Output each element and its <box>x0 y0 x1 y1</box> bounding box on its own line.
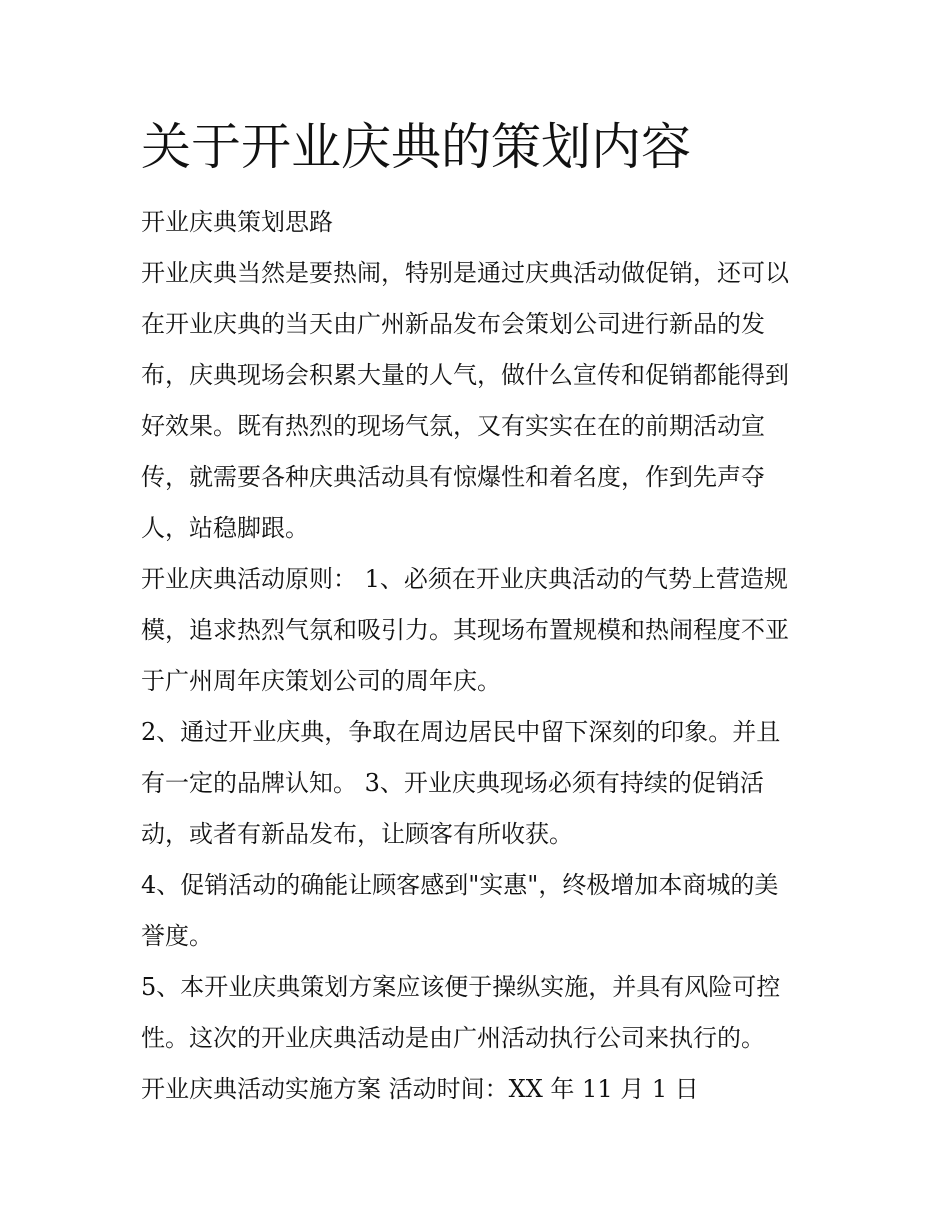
text-line: 布，庆典现场会积累大量的人气，做什么宣传和促销都能得到 <box>141 361 789 389</box>
text-line: 开业庆典活动原则： 1、必须在开业庆典活动的气势上营造规 <box>141 565 788 593</box>
text-line: 开业庆典策划思路 <box>141 208 333 236</box>
text-line: 模，追求热烈气氛和吸引力。其现场布置规模和热闹程度不亚 <box>141 616 789 644</box>
text-line: 5、本开业庆典策划方案应该便于操纵实施，并具有风险可控 <box>141 973 781 1001</box>
text-line: 传，就需要各种庆典活动具有惊爆性和着名度，作到先声夺 <box>141 463 765 491</box>
text-line: 人，站稳脚跟。 <box>141 514 309 542</box>
text-line: 性。这次的开业庆典活动是由广州活动执行公司来执行的。 <box>141 1024 765 1052</box>
paragraph-principle-5 <box>141 962 821 1064</box>
paragraph-ideas-body <box>141 248 821 554</box>
text-line: 4、促销活动的确能让顾客感到"实惠"，终极增加本商城的美 <box>141 871 779 899</box>
text-line: 誉度。 <box>141 922 213 950</box>
text-line: 好效果。既有热烈的现场气氛，又有实实在在的前期活动宣 <box>141 412 765 440</box>
document-body <box>141 197 821 1115</box>
text-line: 开业庆典当然是要热闹，特别是通过庆典活动做促销，还可以 <box>141 259 789 287</box>
text-line: 开业庆典活动实施方案 活动时间：XX 年 11 月 1 日 <box>141 1075 699 1103</box>
document-title: 关于开业庆典的策划内容 <box>141 118 691 176</box>
text-line: 2、通过开业庆典，争取在周边居民中留下深刻的印象。并且 <box>141 718 781 746</box>
text-line: 动，或者有新品发布，让顾客有所收获。 <box>141 820 573 848</box>
text-line: 于广州周年庆策划公司的周年庆。 <box>141 667 501 695</box>
paragraph-principles <box>141 554 821 707</box>
paragraph-principle-4 <box>141 860 821 962</box>
paragraph-principle-2-3 <box>141 707 821 860</box>
paragraph-heading-ideas <box>141 197 821 248</box>
text-line: 有一定的品牌认知。 3、开业庆典现场必须有持续的促销活 <box>141 769 764 797</box>
paragraph-implementation <box>141 1064 821 1115</box>
text-line: 在开业庆典的当天由广州新品发布会策划公司进行新品的发 <box>141 310 765 338</box>
